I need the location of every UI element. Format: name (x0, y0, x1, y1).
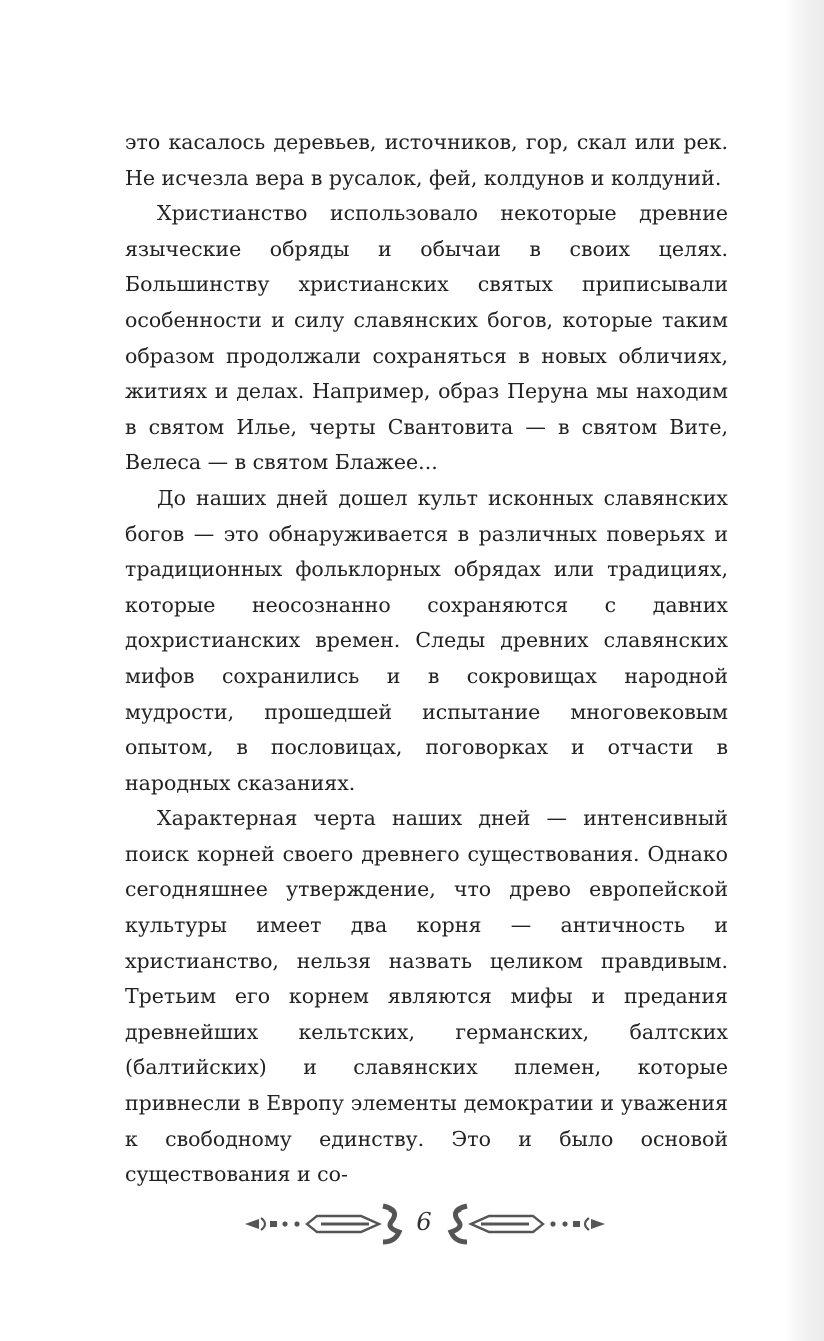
paragraph-4: Характерная черта наших дней — интенсивный поиск корней своего древнего существования. Однако сегодняшнее утверждение, что древо европейской культуры имеет два корня — античность и христианство, нельзя назвать целиком правдивым. Третьим его корнем являются мифы и предания древнейших кельтских, германских, балтских (балтийских) и славянских племен, которые привнесли в Европу элементы демократии и уважения к свободному единству. Это и было основой существования и со- (125, 806, 728, 1187)
paragraph-1: это касалось деревьев, источников, гор, скал или рек. Не исчезла вера в русалок, фей, колдунов и колдуний. (125, 130, 728, 190)
page-edge-shadow (784, 0, 824, 1341)
body-text (125, 125, 728, 1193)
paragraph-2: Христианство использовало некоторые древние языческие обряды и обычаи в своих целях. Большинству христианских святых приписывали особенности и силу славянских богов, которые таким образом продолжали сохраняться в новых обличиях, житиях и делах. Например, образ Перуна мы находим в святом Илье, черты Свантовита — в святом Вите, Велеса — в святом Блажее... (125, 201, 728, 475)
paragraph-3: До наших дней дошел культ исконных славянских богов — это обнаруживается в различных поверьях и традиционных фольклорных обрядах или традициях, которые неосознанно сохраняются с давних дохристианских времен. Следы древних славянских мифов сохранились и в сокровищах народной мудрости, прошедшей испытание многовековым опытом, в пословицах, поговорках и отчасти в народных сказаниях. (125, 485, 728, 795)
page-number: 6 (416, 1208, 432, 1236)
